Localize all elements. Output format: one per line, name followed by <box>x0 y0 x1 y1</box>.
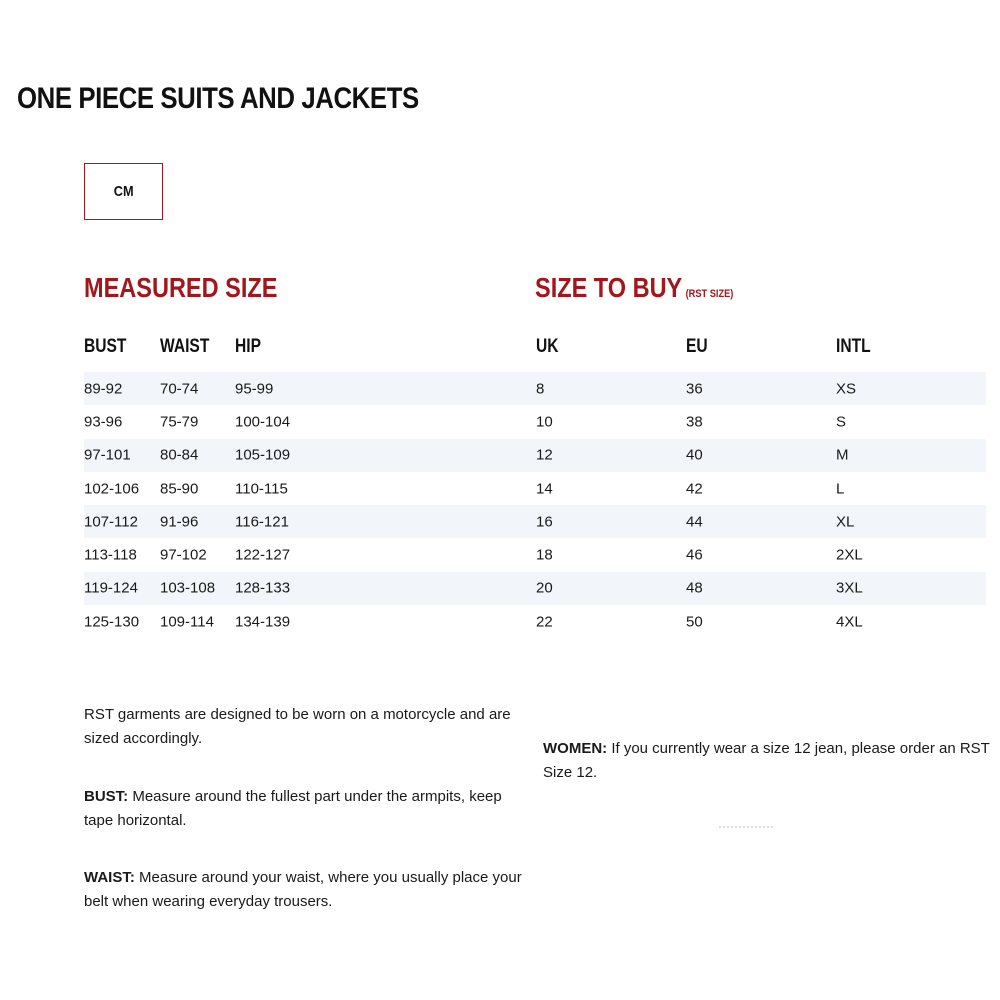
cell-uk: 10 <box>536 413 553 431</box>
cell-intl: XS <box>836 380 857 398</box>
sizing-intro-note: RST garments are designed to be worn on a motorcycle and are sized accordingly. <box>84 706 511 747</box>
cell-waist: 85-90 <box>160 480 199 498</box>
cell-eu: 50 <box>686 613 703 631</box>
cell-bust: 113-118 <box>84 546 137 564</box>
waist-note-text: Measure around your waist, where you usually place your belt when wearing everyday trousers. <box>84 869 522 910</box>
women-note-text: If you currently wear a size 12 jean, please order an RST Size 12. <box>543 740 990 781</box>
cell-waist: 70-74 <box>160 380 199 398</box>
table-row <box>84 538 986 571</box>
page-title: ONE PIECE SUITS AND JACKETS <box>17 82 419 115</box>
table-row <box>84 372 986 405</box>
table-row <box>84 605 986 638</box>
rst-size-note: (RST SIZE) <box>685 288 734 300</box>
cell-hip: 105-109 <box>235 446 291 464</box>
cell-waist: 97-102 <box>160 546 207 564</box>
column-header-hip: HIP <box>235 336 261 357</box>
cell-eu: 46 <box>686 546 703 564</box>
table-row <box>84 572 986 605</box>
decorative-divider <box>719 826 773 830</box>
cell-uk: 16 <box>536 513 553 531</box>
cell-bust: 125-130 <box>84 613 140 631</box>
cell-uk: 18 <box>536 546 553 564</box>
cell-bust: 119-124 <box>84 579 138 597</box>
cell-intl: 3XL <box>836 579 863 597</box>
cell-bust: 97-101 <box>84 446 131 464</box>
women-size-note <box>543 737 993 784</box>
table-row <box>84 505 986 538</box>
cell-bust: 107-112 <box>84 513 138 531</box>
cell-hip: 128-133 <box>235 579 291 597</box>
table-row <box>84 405 986 438</box>
cell-bust: 93-96 <box>84 413 123 431</box>
cell-waist: 91-96 <box>160 513 199 531</box>
column-header-intl: INTL <box>836 336 871 357</box>
unit-toggle-cm[interactable] <box>84 163 163 220</box>
cell-bust: 89-92 <box>84 380 123 398</box>
cell-hip: 110-115 <box>235 480 288 498</box>
size-to-buy-heading <box>535 272 733 304</box>
cell-eu: 42 <box>686 480 703 498</box>
cell-intl: 2XL <box>836 546 863 564</box>
cell-hip: 100-104 <box>235 413 291 431</box>
cell-waist: 103-108 <box>160 579 216 597</box>
cell-intl: S <box>836 413 847 431</box>
cell-intl: M <box>836 446 849 464</box>
table-row <box>84 439 986 472</box>
cell-eu: 44 <box>686 513 703 531</box>
cell-uk: 8 <box>536 380 545 398</box>
cell-eu: 38 <box>686 413 703 431</box>
cell-waist: 109-114 <box>160 613 214 631</box>
cell-uk: 22 <box>536 613 553 631</box>
cell-uk: 20 <box>536 579 553 597</box>
cell-hip: 95-99 <box>235 380 274 398</box>
size-to-buy-title: SIZE TO BUY <box>535 272 683 303</box>
cell-intl: 4XL <box>836 613 863 631</box>
cell-eu: 48 <box>686 579 703 597</box>
column-header-bust: BUST <box>84 336 127 357</box>
bust-measure-note <box>84 785 534 832</box>
cell-intl: L <box>836 480 845 498</box>
women-note-label: WOMEN: <box>543 740 608 757</box>
cell-bust: 102-106 <box>84 480 140 498</box>
cell-eu: 36 <box>686 380 703 398</box>
table-row <box>84 472 986 505</box>
cell-uk: 14 <box>536 480 553 498</box>
column-header-waist: WAIST <box>160 336 210 357</box>
cell-eu: 40 <box>686 446 703 464</box>
size-table <box>84 372 986 638</box>
bust-note-label: BUST: <box>84 788 129 805</box>
column-header-eu: EU <box>686 336 708 357</box>
cell-hip: 122-127 <box>235 546 291 564</box>
cell-waist: 80-84 <box>160 446 199 464</box>
column-header-uk: UK <box>536 336 559 357</box>
unit-toggle-label: CM <box>113 183 134 200</box>
waist-note-label: WAIST: <box>84 869 135 886</box>
cell-hip: 134-139 <box>235 613 291 631</box>
cell-hip: 116-121 <box>235 513 289 531</box>
cell-uk: 12 <box>536 446 553 464</box>
cell-intl: XL <box>836 513 855 531</box>
waist-measure-note <box>84 866 534 913</box>
measured-size-heading: MEASURED SIZE <box>84 272 278 303</box>
cell-waist: 75-79 <box>160 413 199 431</box>
bust-note-text: Measure around the fullest part under the armpits, keep tape horizontal. <box>84 788 502 829</box>
